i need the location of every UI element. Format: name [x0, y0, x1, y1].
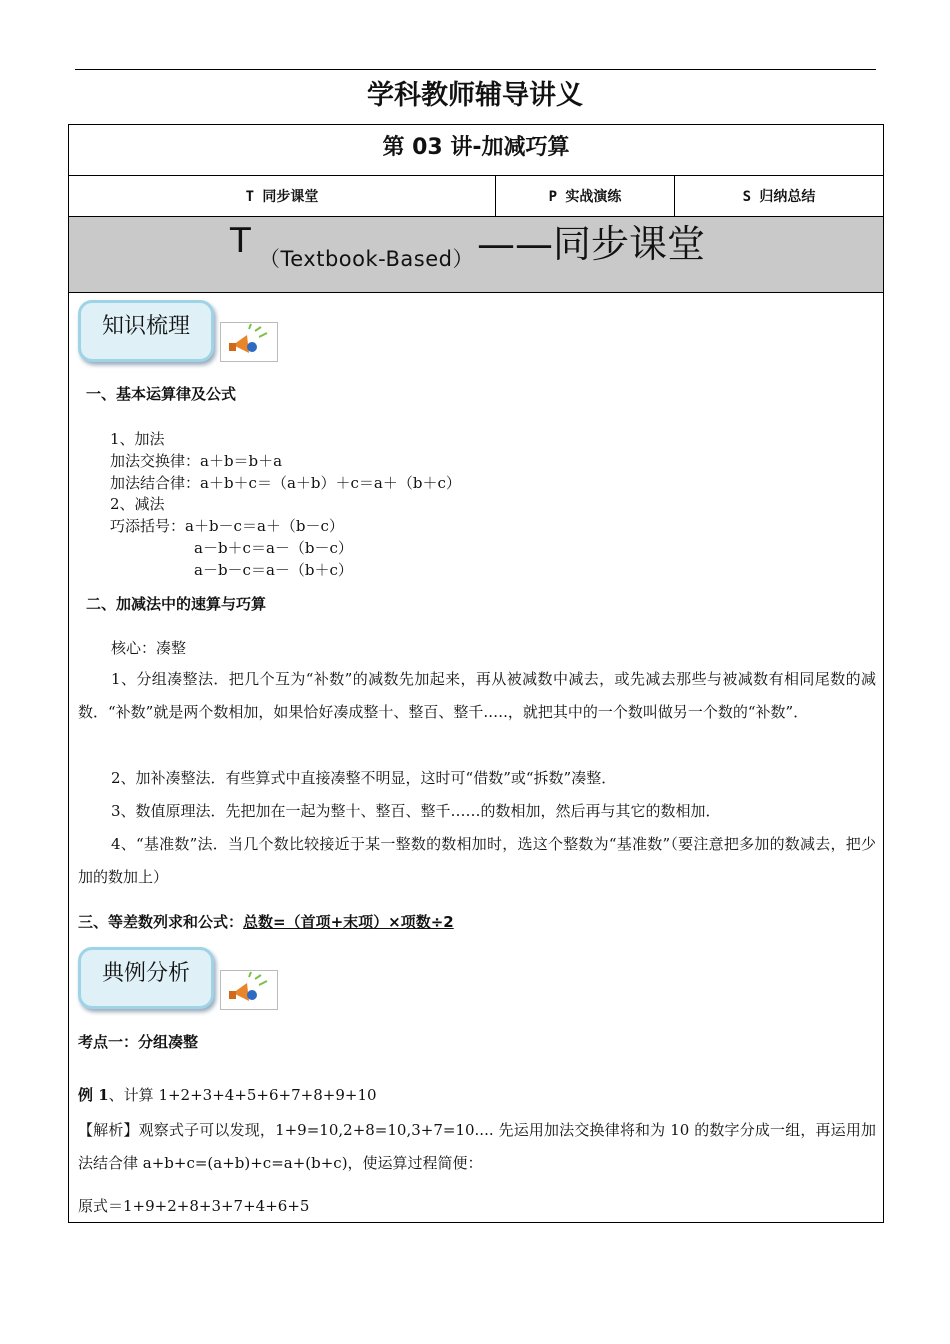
megaphone-icon [220, 322, 278, 362]
method-paragraph: 1、分组凑整法．把几个互为“补数”的减数先加起来，再从被减数中减去，或先减去那些与被减数有相同尾数的减数．“补数”就是两个数相加，如果恰好凑成整十、整百、整千.….，就把其中的一个数叫做另一个数的“补数”． [78, 670, 876, 721]
analysis-paragraph [78, 1114, 876, 1180]
formula-line: a－b＋c＝a－（b－c） [194, 539, 353, 557]
example-badge-label: 典例分析 [101, 961, 190, 986]
topic-heading: 考点一：分组凑整 [78, 1033, 199, 1051]
formula-line: 加法结合律：a＋b＋c＝（a＋b）＋c＝a＋（b＋c） [110, 474, 461, 492]
knowledge-badge-label: 知识梳理 [101, 314, 190, 339]
lecture-title: 第 03 讲-加减巧算 [69, 125, 883, 176]
tab-practice[interactable]: P 实战演练 [496, 176, 675, 216]
heading-basic-laws: 一、基本运算律及公式 [86, 385, 237, 403]
example-badge [78, 947, 214, 1009]
knowledge-badge [78, 300, 214, 362]
formula-line: 加法交换律：a＋b＝b＋a [110, 452, 283, 470]
banner-subtitle: （Textbook-Based） [259, 247, 474, 271]
formula-line: 2、减法 [110, 495, 165, 513]
example-label: 例 1 [78, 1086, 109, 1104]
header-rule [75, 69, 876, 70]
series-formula: 总数=（首项+末项）×项数÷2 [243, 913, 454, 931]
example-question [78, 1084, 377, 1105]
megaphone-icon [220, 970, 278, 1010]
heading-quick-calc: 二、加减法中的速算与巧算 [86, 595, 267, 613]
analysis-text: 观察式子可以发现，1+9=10,2+8=10,3+7=10.... 先运用加法交换律将和为 10 的数字分成一组，再运用加法结合律 a+b+c=(a+b)+c=a+(b+c)，使运算过程简便： [78, 1121, 876, 1172]
handout-frame [68, 124, 884, 1223]
example-text: 、计算 1+2+3+4+5+6+7+8+9+10 [108, 1086, 377, 1104]
section-tabs [69, 176, 883, 217]
section-banner [69, 217, 883, 293]
analysis-label: 【解析】 [78, 1121, 139, 1139]
method-paragraph: 2、加补凑整法．有些算式中直接凑整不明显，这时可“借数”或“拆数”凑整． [111, 769, 617, 787]
formula-line: 1、加法 [110, 430, 165, 448]
banner-title: ——同步课堂 [477, 222, 706, 266]
solution-line: 原式＝1+9+2+8+3+7+4+6+5 [78, 1197, 310, 1215]
heading-arithmetic-series [78, 911, 454, 932]
method-paragraph: 3、数值原理法．先把加在一起为整十、整百、整千……的数相加，然后再与其它的数相加． [111, 802, 721, 820]
series-label: 三、等差数列求和公式： [78, 913, 244, 931]
core-text: 核心：凑整 [111, 639, 187, 657]
formula-line: a－b－c＝a－（b＋c） [194, 561, 353, 579]
banner-letter: T [230, 221, 251, 261]
formula-line: 巧添括号：a＋b－c＝a＋（b－c） [110, 517, 344, 535]
method-paragraph: 4、“基准数”法．当几个数比较接近于某一整数的数相加时，选这个整数为“基准数”（要注意把多加的数减去，把少加的数加上） [78, 835, 876, 886]
tab-summary[interactable]: S 归纳总结 [742, 189, 816, 205]
document-title: 学科教师辅导讲义 [367, 80, 583, 111]
tab-sync-class[interactable]: T 同步课堂 [69, 176, 496, 216]
